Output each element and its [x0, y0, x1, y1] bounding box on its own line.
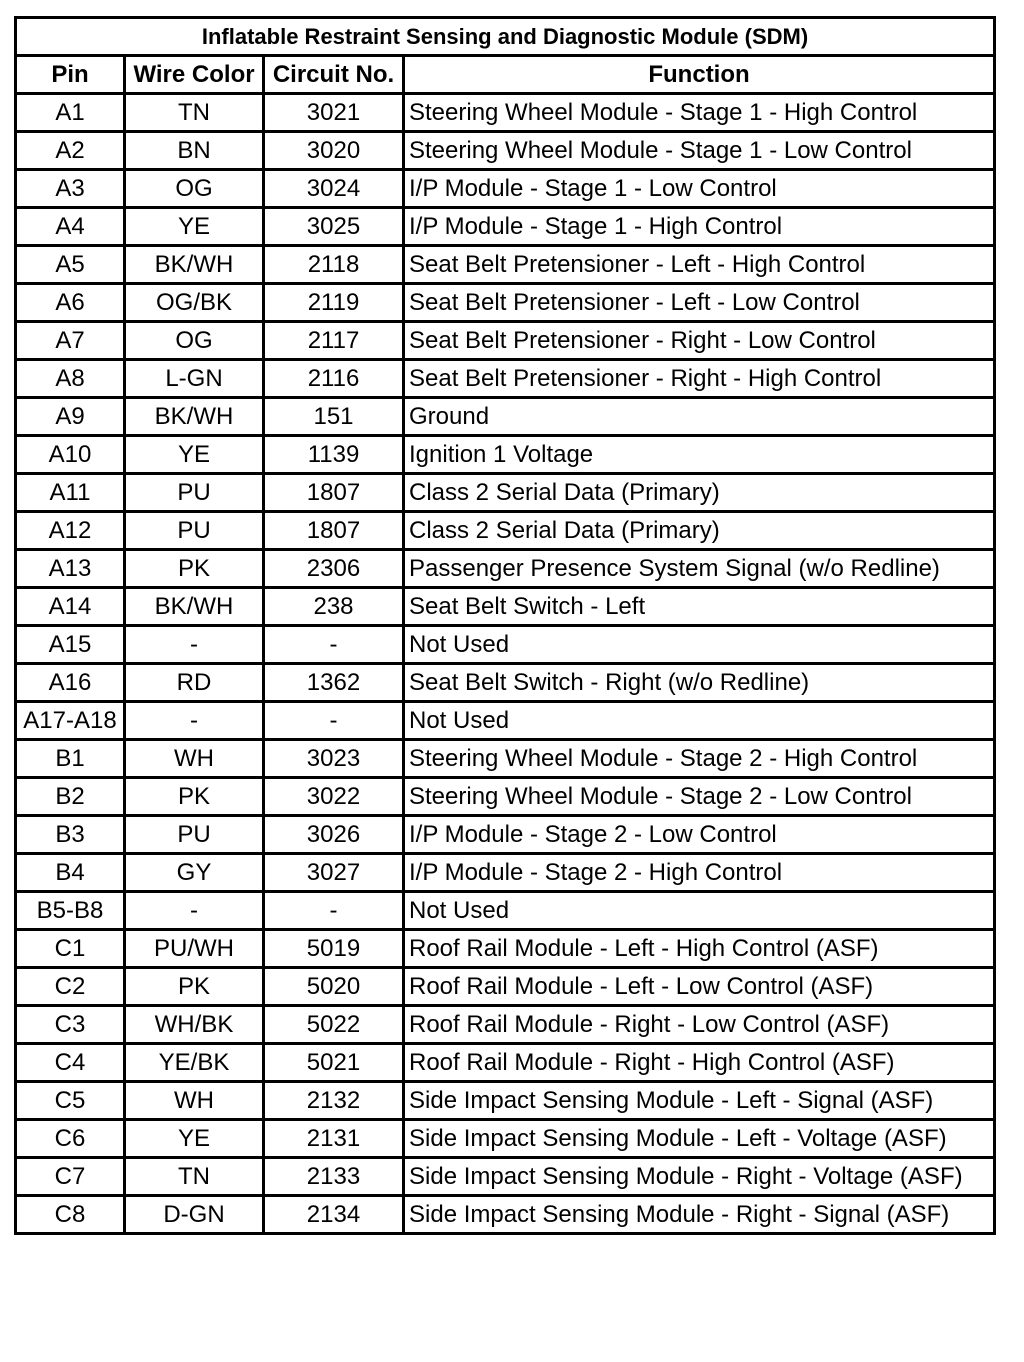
cell-circuit-no: 1807 [264, 474, 404, 512]
cell-function: Side Impact Sensing Module - Right - Voltage (ASF) [404, 1158, 995, 1196]
cell-circuit-no: 3026 [264, 816, 404, 854]
cell-wire-color: OG [125, 322, 264, 360]
cell-wire-color: YE [125, 208, 264, 246]
cell-wire-color: PK [125, 968, 264, 1006]
cell-function: Seat Belt Pretensioner - Left - High Control [404, 246, 995, 284]
table-row [16, 930, 995, 968]
cell-function: Side Impact Sensing Module - Left - Voltage (ASF) [404, 1120, 995, 1158]
table-row [16, 284, 995, 322]
cell-function: Seat Belt Pretensioner - Right - Low Control [404, 322, 995, 360]
cell-function: Roof Rail Module - Left - High Control (ASF) [404, 930, 995, 968]
cell-pin: A11 [16, 474, 125, 512]
cell-wire-color: - [125, 702, 264, 740]
cell-function: Side Impact Sensing Module - Left - Signal (ASF) [404, 1082, 995, 1120]
cell-circuit-no: 3024 [264, 170, 404, 208]
cell-circuit-no: 2131 [264, 1120, 404, 1158]
table-row [16, 474, 995, 512]
cell-circuit-no: 3023 [264, 740, 404, 778]
table-row [16, 94, 995, 132]
cell-pin: B2 [16, 778, 125, 816]
cell-function: Not Used [404, 892, 995, 930]
cell-circuit-no: 2134 [264, 1196, 404, 1234]
cell-function: Seat Belt Pretensioner - Left - Low Control [404, 284, 995, 322]
cell-wire-color: PU [125, 816, 264, 854]
cell-wire-color: YE/BK [125, 1044, 264, 1082]
table-row [16, 512, 995, 550]
table-body [16, 94, 995, 1234]
cell-function: Seat Belt Switch - Left [404, 588, 995, 626]
table-row [16, 322, 995, 360]
cell-function: Roof Rail Module - Right - Low Control (ASF) [404, 1006, 995, 1044]
cell-function: I/P Module - Stage 2 - Low Control [404, 816, 995, 854]
cell-pin: C1 [16, 930, 125, 968]
sdm-pinout-table [14, 16, 996, 1235]
table-row [16, 1006, 995, 1044]
cell-circuit-no: 2116 [264, 360, 404, 398]
cell-wire-color: TN [125, 1158, 264, 1196]
cell-circuit-no: 1362 [264, 664, 404, 702]
cell-pin: A16 [16, 664, 125, 702]
cell-pin: A15 [16, 626, 125, 664]
cell-function: Steering Wheel Module - Stage 2 - High Control [404, 740, 995, 778]
cell-pin: A9 [16, 398, 125, 436]
table-row [16, 1044, 995, 1082]
table-row [16, 360, 995, 398]
header-pin: Pin [16, 56, 125, 94]
cell-function: Ignition 1 Voltage [404, 436, 995, 474]
cell-pin: A7 [16, 322, 125, 360]
cell-pin: A10 [16, 436, 125, 474]
cell-function: Not Used [404, 626, 995, 664]
cell-function: Steering Wheel Module - Stage 1 - High Control [404, 94, 995, 132]
table-row [16, 664, 995, 702]
cell-function: Not Used [404, 702, 995, 740]
table-row [16, 1120, 995, 1158]
table-row [16, 740, 995, 778]
cell-pin: B3 [16, 816, 125, 854]
table-title: Inflatable Restraint Sensing and Diagnostic Module (SDM) [16, 18, 995, 56]
cell-wire-color: PU/WH [125, 930, 264, 968]
table-row [16, 1158, 995, 1196]
table-row [16, 1082, 995, 1120]
cell-pin: A3 [16, 170, 125, 208]
cell-pin: B4 [16, 854, 125, 892]
cell-pin: A13 [16, 550, 125, 588]
cell-circuit-no: 3020 [264, 132, 404, 170]
cell-pin: B5-B8 [16, 892, 125, 930]
cell-wire-color: D-GN [125, 1196, 264, 1234]
cell-pin: C5 [16, 1082, 125, 1120]
cell-pin: C8 [16, 1196, 125, 1234]
cell-function: I/P Module - Stage 1 - High Control [404, 208, 995, 246]
title-row [16, 18, 995, 56]
cell-function: Seat Belt Switch - Right (w/o Redline) [404, 664, 995, 702]
cell-circuit-no: 3021 [264, 94, 404, 132]
cell-function: I/P Module - Stage 2 - High Control [404, 854, 995, 892]
cell-wire-color: GY [125, 854, 264, 892]
cell-wire-color: PU [125, 474, 264, 512]
cell-pin: C3 [16, 1006, 125, 1044]
cell-wire-color: - [125, 626, 264, 664]
cell-circuit-no: 2119 [264, 284, 404, 322]
cell-pin: A5 [16, 246, 125, 284]
cell-circuit-no: 3025 [264, 208, 404, 246]
cell-circuit-no: 1807 [264, 512, 404, 550]
cell-wire-color: RD [125, 664, 264, 702]
cell-circuit-no: 2117 [264, 322, 404, 360]
cell-circuit-no: 5022 [264, 1006, 404, 1044]
table-row [16, 208, 995, 246]
cell-pin: C2 [16, 968, 125, 1006]
cell-pin: A6 [16, 284, 125, 322]
cell-function: I/P Module - Stage 1 - Low Control [404, 170, 995, 208]
cell-wire-color: PU [125, 512, 264, 550]
cell-pin: A8 [16, 360, 125, 398]
table-row [16, 816, 995, 854]
cell-circuit-no: - [264, 892, 404, 930]
cell-circuit-no: - [264, 702, 404, 740]
cell-pin: C6 [16, 1120, 125, 1158]
cell-circuit-no: - [264, 626, 404, 664]
cell-pin: B1 [16, 740, 125, 778]
cell-function: Class 2 Serial Data (Primary) [404, 474, 995, 512]
cell-function: Steering Wheel Module - Stage 2 - Low Control [404, 778, 995, 816]
table-row [16, 778, 995, 816]
cell-wire-color: - [125, 892, 264, 930]
table-row [16, 246, 995, 284]
table-row [16, 588, 995, 626]
cell-pin: A17-A18 [16, 702, 125, 740]
table-row [16, 854, 995, 892]
cell-pin: C4 [16, 1044, 125, 1082]
cell-wire-color: BK/WH [125, 588, 264, 626]
cell-wire-color: YE [125, 436, 264, 474]
header-row [16, 56, 995, 94]
table-row [16, 626, 995, 664]
table-row [16, 702, 995, 740]
cell-wire-color: OG [125, 170, 264, 208]
cell-circuit-no: 5020 [264, 968, 404, 1006]
table-row [16, 398, 995, 436]
cell-circuit-no: 151 [264, 398, 404, 436]
table-row [16, 132, 995, 170]
cell-function: Ground [404, 398, 995, 436]
cell-function: Steering Wheel Module - Stage 1 - Low Control [404, 132, 995, 170]
cell-circuit-no: 3022 [264, 778, 404, 816]
cell-wire-color: WH [125, 1082, 264, 1120]
cell-pin: A2 [16, 132, 125, 170]
cell-circuit-no: 238 [264, 588, 404, 626]
cell-circuit-no: 2133 [264, 1158, 404, 1196]
cell-function: Roof Rail Module - Left - Low Control (ASF) [404, 968, 995, 1006]
cell-pin: A4 [16, 208, 125, 246]
header-function: Function [404, 56, 995, 94]
cell-pin: A12 [16, 512, 125, 550]
cell-function: Seat Belt Pretensioner - Right - High Control [404, 360, 995, 398]
cell-pin: A14 [16, 588, 125, 626]
cell-circuit-no: 1139 [264, 436, 404, 474]
table-row [16, 436, 995, 474]
cell-circuit-no: 2132 [264, 1082, 404, 1120]
header-circuit-no: Circuit No. [264, 56, 404, 94]
cell-function: Roof Rail Module - Right - High Control (ASF) [404, 1044, 995, 1082]
cell-pin: A1 [16, 94, 125, 132]
cell-wire-color: L-GN [125, 360, 264, 398]
cell-wire-color: PK [125, 550, 264, 588]
header-wire-color: Wire Color [125, 56, 264, 94]
cell-circuit-no: 3027 [264, 854, 404, 892]
table-row [16, 968, 995, 1006]
cell-circuit-no: 2306 [264, 550, 404, 588]
cell-pin: C7 [16, 1158, 125, 1196]
cell-circuit-no: 2118 [264, 246, 404, 284]
table-row [16, 892, 995, 930]
cell-function: Class 2 Serial Data (Primary) [404, 512, 995, 550]
cell-function: Passenger Presence System Signal (w/o Redline) [404, 550, 995, 588]
cell-wire-color: TN [125, 94, 264, 132]
table-row [16, 1196, 995, 1234]
table-row [16, 550, 995, 588]
cell-wire-color: BK/WH [125, 398, 264, 436]
cell-circuit-no: 5019 [264, 930, 404, 968]
cell-wire-color: WH/BK [125, 1006, 264, 1044]
cell-wire-color: BK/WH [125, 246, 264, 284]
table-row [16, 170, 995, 208]
cell-wire-color: WH [125, 740, 264, 778]
cell-function: Side Impact Sensing Module - Right - Signal (ASF) [404, 1196, 995, 1234]
cell-wire-color: PK [125, 778, 264, 816]
cell-wire-color: YE [125, 1120, 264, 1158]
cell-circuit-no: 5021 [264, 1044, 404, 1082]
cell-wire-color: OG/BK [125, 284, 264, 322]
cell-wire-color: BN [125, 132, 264, 170]
